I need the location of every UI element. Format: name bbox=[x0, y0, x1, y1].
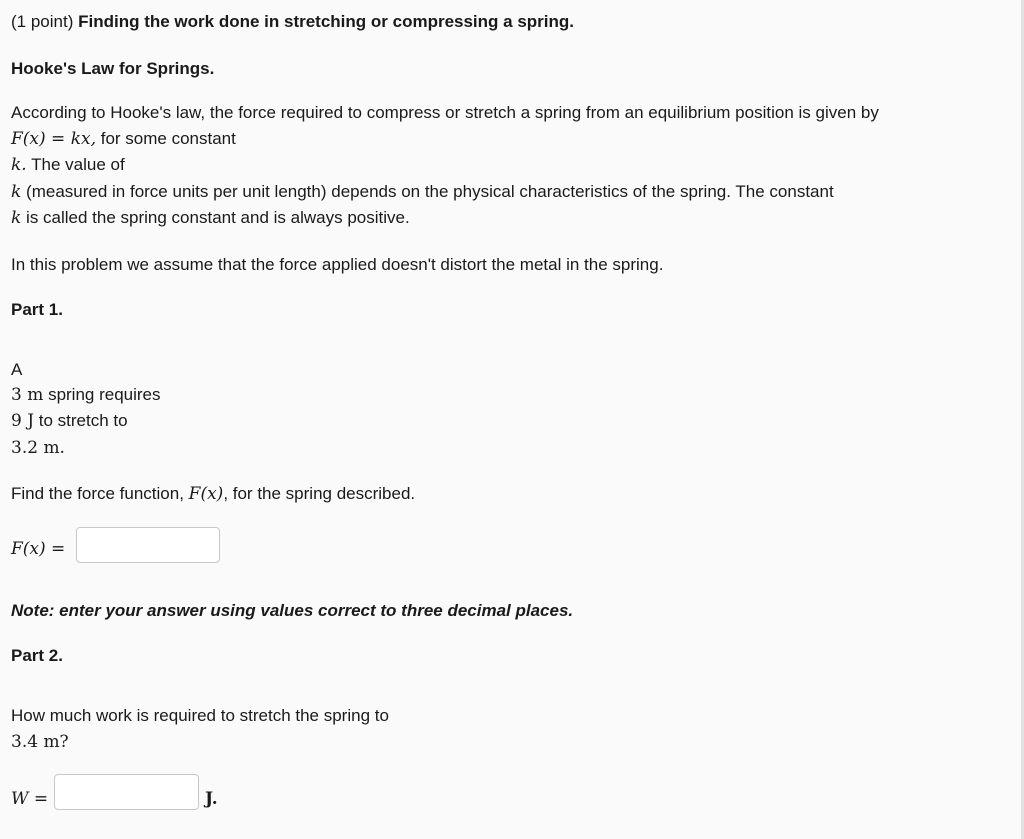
part2-question: How much work is required to stretch the spring to bbox=[11, 706, 389, 725]
part1-question bbox=[11, 483, 415, 505]
section-title: Hooke's Law for Springs. bbox=[11, 59, 215, 78]
part1-line-a: A bbox=[11, 360, 23, 379]
part1-heading: Part 1. bbox=[11, 300, 63, 319]
intro-k-1: k. bbox=[11, 155, 27, 175]
intro-line-4-text: (measured in force units per unit length) depends on the physical characteristics of the spring. The constant bbox=[21, 182, 834, 201]
intro-line-5 bbox=[11, 207, 410, 229]
intro-formula: F(x) = kx, bbox=[11, 129, 96, 149]
part1-line-c-text: to stretch to bbox=[34, 411, 128, 430]
work-input[interactable] bbox=[54, 774, 199, 810]
work-answer-label: W = bbox=[11, 789, 49, 809]
intro-k-2: k bbox=[11, 182, 22, 202]
intro-line-5-text: is called the spring constant and is always positive. bbox=[21, 208, 410, 227]
part1-line-b bbox=[11, 384, 161, 406]
force-function-input[interactable] bbox=[76, 527, 220, 563]
note-text: Note: enter your answer using values correct to three decimal places. bbox=[11, 601, 574, 620]
part1-line-d bbox=[11, 437, 65, 459]
work-amount: 9 J bbox=[11, 411, 35, 431]
problem-title: Finding the work done in stretching or compressing a spring. bbox=[78, 12, 574, 31]
assumption-text: In this problem we assume that the force applied doesn't distort the metal in the spring. bbox=[11, 255, 664, 274]
part1-question-math: F(x) bbox=[188, 484, 224, 504]
part1-line-b-text: spring requires bbox=[43, 385, 161, 404]
intro-line-4 bbox=[11, 181, 834, 203]
points-label: (1 point) bbox=[11, 12, 74, 31]
intro-line-3 bbox=[11, 154, 125, 176]
part2-heading: Part 2. bbox=[11, 646, 63, 665]
stretch-length: 3.2 m. bbox=[11, 438, 65, 458]
part2-question-math-line bbox=[11, 731, 69, 753]
target-length: 3.4 m? bbox=[11, 732, 69, 752]
problem-header bbox=[11, 11, 574, 33]
spring-length: 3 m bbox=[11, 385, 44, 405]
intro-line-2 bbox=[11, 128, 236, 150]
intro-line-3-text: The value of bbox=[26, 155, 125, 174]
work-unit: J. bbox=[205, 789, 218, 809]
force-answer-label: F(x) = bbox=[11, 539, 66, 559]
intro-line-1: According to Hooke's law, the force required to compress or stretch a spring from an equilibrium position is given by bbox=[11, 103, 879, 122]
part1-line-c bbox=[11, 410, 128, 432]
part1-question-end: , for the spring described. bbox=[223, 484, 416, 503]
intro-k-3: k bbox=[11, 208, 22, 228]
part1-question-text: Find the force function, bbox=[11, 484, 189, 503]
intro-line-2-text: for some constant bbox=[96, 129, 236, 148]
